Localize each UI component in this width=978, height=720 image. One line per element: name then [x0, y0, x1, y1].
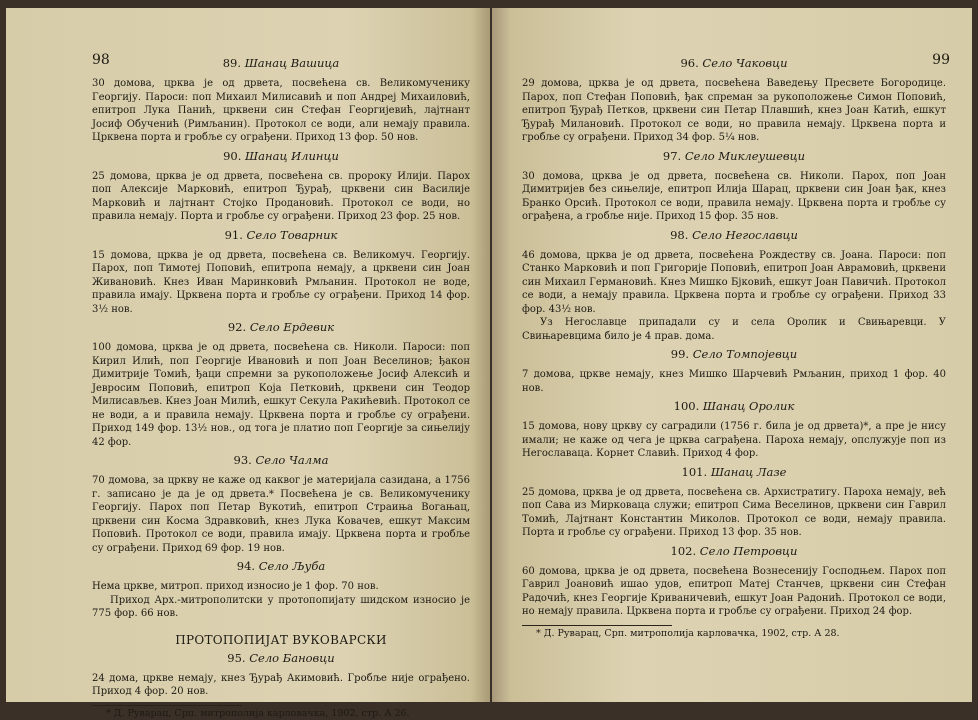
entry-section — [522, 149, 946, 224]
entry-paragraph: 15 домова, црква је од дрвета, посвећена св. Великомуч. Георгију. Парох, поп Тимотеј Поповић, епитропа немају, а црквени син Јоан Живановић. Кнез Иван Маринковић Рмљанин. Протокол не воде, правила имају. Црквена порта и гробље су ограђени. Приход 14 фор. 3½ нов. — [92, 249, 470, 315]
entry-section — [522, 544, 946, 619]
entry-paragraph: 25 домова, црква је од дрвета, посвећена св. пророку Илији. Парох поп Алексије Марковић, епитроп Ђурађ, црквени син Василије Марковић и лајтнант Стојко Продановић. Протокол се води, но правила немају. Порта и гробље су ограђени. Приход 23 фор. 25 нов. — [92, 170, 470, 222]
entry-section — [522, 399, 946, 461]
entry-section — [92, 559, 470, 621]
entry-title: Село Ердевик — [249, 320, 335, 334]
left-page — [6, 8, 490, 719]
entry-paragraph: 60 домова, црква је од дрвета, посвећена Вознесенију Господњем. Парох поп Гаврил Јоановић ишао удов, епитроп Матеј Станчев, црквени син Стефан Радочић, кнез Георгије Криваничевић, ешкут Јоан Радонић. Протокол се води, но немају правила. Црквена порта и гробље су ограђени. Приход 24 фор. — [522, 565, 946, 617]
footnote: * Д. Руварац, Срп. митрополија карловачка, 1902, стр. А 28. — [536, 627, 840, 639]
entry-section — [522, 465, 946, 540]
entry-title: Село Томпојевци — [692, 347, 798, 361]
footnote-rule — [92, 705, 242, 706]
entry-heading — [522, 228, 946, 242]
entry-heading — [92, 320, 470, 334]
entry-number: 97. — [662, 148, 682, 163]
entry-number: 89. — [222, 56, 242, 70]
entry-number: 95. — [227, 650, 246, 665]
page-number: 98 — [92, 52, 110, 68]
footnote: * Д. Руварац, Срп. митрополија карловачка, 1902, стр. А 26. — [106, 707, 410, 719]
entry-paragraph: 30 домова, црква је од дрвета, посвећена св. Николи. Парох, поп Јоан Димитријев без сињелије, епитроп Илија Шарац, црквени син Јоан ђак, кнез Бранко Орсић. Протокол се води, правила немају. Црквена порта и гробље су ограђена, а гробље није. Приход 15 фор. 35 нов. — [522, 170, 946, 222]
entry-number: 101. — [681, 464, 708, 479]
entry-title: Шанац Лазе — [710, 464, 787, 479]
entry-heading — [522, 347, 946, 361]
entry-title: Село Миклеушевци — [684, 148, 806, 163]
entry-title: Село Петровци — [699, 543, 798, 558]
part-title: ПРОТОПОПИЈАТ ВУКОВАРСКИ — [175, 632, 387, 647]
entry-section — [92, 228, 470, 317]
entry-paragraph: Приход Арх.-митрополитски у протопопијату шидском износио је 775 фор. 66 нов. — [92, 594, 470, 619]
entry-title: Село Чалма — [255, 453, 329, 467]
entry-heading — [522, 149, 946, 163]
entry-section — [92, 651, 470, 699]
entry-paragraph: Нема цркве, митроп. приход износио је 1 фор. 70 нов. — [92, 581, 379, 592]
entry-heading — [92, 651, 470, 665]
entry-number: 100. — [673, 399, 700, 413]
entry-title: Село Љуба — [258, 559, 326, 573]
left-sections-2 — [92, 651, 470, 699]
entry-title: Село Негославци — [692, 227, 798, 242]
entry-section — [92, 320, 470, 449]
entry-heading — [92, 453, 470, 467]
entry-paragraph: 100 домова, црква је од дрвета, посвећена св. Николи. Пароси: поп Кирил Илић, поп Георгије Ивановић и поп Јоан Веселинов; ђакон Димитрије Томић, ђаци спремни за рукоположење Јосиф Алексић и Јевросим Поповић, епитроп Којa Петковић, црквени син Теодор Милисављев. Кнез Јоан Милић, ешкут Секула Ракићевић. Протокол се не води, а и правила немају. Црквена порта и гробље су ограђени. Приход 149 фор. 13½ нов., од тога је платио поп Георгије за сињелију 42 фор. — [92, 342, 470, 448]
entry-title: Село Товарник — [246, 227, 338, 242]
entry-title: Шанац Илинци — [245, 148, 339, 163]
entry-number: 102. — [670, 543, 697, 558]
entry-number: 94. — [236, 559, 256, 573]
right-page — [492, 8, 972, 702]
entry-number: 99. — [670, 347, 690, 361]
entry-section — [92, 56, 470, 145]
entry-number: 98. — [670, 227, 689, 242]
entry-paragraph: 30 домова, црква је од дрвета, посвећена св. Великомученику Георгију. Пароси: поп Михаил Милисавић и поп Андреј Михаиловић, епитроп Лука Панић, црквени син Стефан Георгијевић, лајтнант Јосиф Обученић (Римљанин). Протокол се води, али немају правила. Црквена порта и гробље су ограђени. Приход 13 фор. 50 нов. — [92, 78, 470, 143]
entry-title: Шанац Оролик — [702, 399, 795, 413]
entry-section — [522, 228, 946, 344]
entry-heading — [92, 228, 470, 242]
entry-title: Село Бановци — [249, 650, 335, 665]
entry-number: 96. — [680, 56, 699, 70]
entry-heading — [92, 56, 470, 70]
entry-section — [92, 149, 470, 224]
left-sections — [92, 56, 470, 621]
entry-title: Шанац Вашица — [244, 56, 340, 70]
page-number: 99 — [932, 52, 950, 68]
entry-number: 93. — [233, 453, 252, 467]
entry-number: 91. — [224, 227, 243, 242]
right-sections — [522, 56, 946, 619]
entry-heading — [522, 544, 946, 558]
entry-paragraph: 70 домова, за цркву не каже од каквог је материјала сазидана, а 1756 г. записано је да је од дрвета.* Посвећена је св. Великомученику Георгију. Парох поп Петар Вукотић, епитроп Страиња Вогањац, црквени син Косма Здравковић, кнез Лука Ковачев, ешкут Максим Поповић. Протокол се води, правила имају. Црквена порта и гробље су ограђени. Приход 69 фор. 19 нов. — [92, 475, 470, 554]
entry-section — [92, 453, 470, 555]
entry-paragraph: Уз Негославце припадали су и села Оролик и Свињаревци. У Свињаревцима било је 4 прав. дома. — [522, 317, 946, 342]
entry-paragraph: 46 домова, црква је од дрвета, посвећена Рождеству св. Јоана. Пароси: поп Станко Марковић и поп Григорије Поповић, епитроп Јоан Аврамовић, црквени син Михаил Германовић. Кнез Мишко Бјковић, ешкут Јоан Павичић. Протокол се води, а немају правила. Црквена порта и гробље су ограђени. Приход 33 фор. 43½ нов. — [522, 249, 946, 315]
entry-paragraph: 15 домова, нову цркву су саградили (1756 г. била је од дрвета)*, а пре је нису имали; не каже од чега је црква саграђена. Пароха немају, опслужује поп из Негославаца. Корнет Славић. Приход 4 фор. — [522, 421, 946, 459]
entry-number: 92. — [227, 320, 247, 334]
entry-heading — [92, 149, 470, 163]
entry-paragraph: 25 домова, црква је од дрвета, посвећена св. Архистратигу. Пароха немају, већ поп Сава из Мирковаца служи; епитроп Сима Веселинов, црквени син Гаврил Томић, Лајтнант Константин Миколов. Протокол се води, немају правила. Порта и гробље су ограђени. Приход 13 фор. 35 нов. — [522, 486, 946, 538]
entry-paragraph: 7 домова, цркве немају, кнез Мишко Шарчевић Рмљанин, приход 1 фор. 40 нов. — [522, 369, 946, 394]
entry-paragraph: 24 дома, цркве немају, кнез Ђурађ Акимовић. Гробље није ограђено. Приход 4 фор. 20 нов. — [92, 672, 470, 697]
entry-heading — [522, 399, 946, 413]
entry-number: 90. — [223, 148, 242, 163]
entry-section — [522, 56, 946, 145]
entry-heading — [522, 465, 946, 479]
entry-heading — [92, 559, 470, 573]
entry-paragraph: 29 домова, црква је од дрвета, посвећена Ваведењу Пресвете Богородице. Парох, поп Стефан Поповић, ђак спреман за рукоположење Симон Поповић, епитроп Ђурађ Петков, црквени син Петар Плавшић, кнез Јоан Катић, ешкут Ђурађ Милановић. Протокол се води, но правила немају. Црквена порта и гробље су ограђени. Приход 34 фор. 5¼ нов. — [522, 78, 946, 143]
entry-heading — [522, 56, 946, 70]
entry-section — [522, 347, 946, 395]
footnote-rule — [522, 625, 672, 626]
entry-title: Село Чаковци — [702, 56, 788, 70]
